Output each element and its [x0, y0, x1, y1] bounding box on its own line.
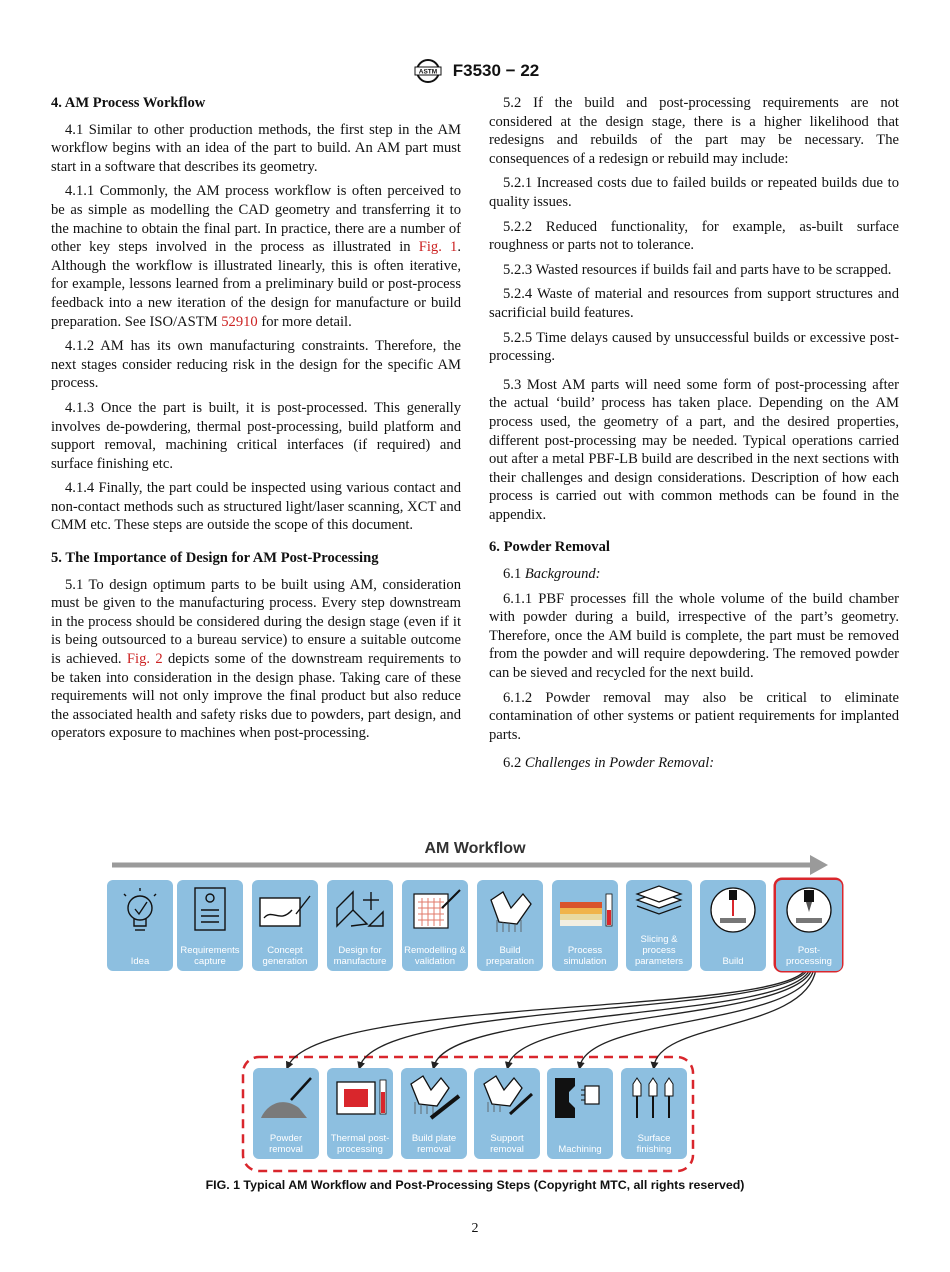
- workflow-label: Process simulation: [563, 945, 607, 967]
- paragraph-4-1-3: 4.1.3 Once the part is built, it is post-processed. This generally involves de-powdering, thermal post-processing, build platform and support removal, machining critical interfaces (if required) and surface finishing etc.: [51, 399, 461, 472]
- paragraph-4-1-4: 4.1.4 Finally, the part could be inspected using various contact and non-contact methods such as structured light/laser scanning, XCT and CMM etc. These steps are outside the scope of this document.: [51, 480, 461, 534]
- fig-1-link[interactable]: Fig. 1: [418, 239, 458, 256]
- post-tile-thermal: [327, 1068, 393, 1159]
- workflow-tile-slicing: [626, 880, 692, 971]
- finishing-icon: [621, 1068, 687, 1130]
- paragraph-6-1: 6.1 Background:: [503, 566, 601, 583]
- figure-title: AM Workflow: [424, 840, 526, 857]
- paragraph-6-1-1: 6.1.1 PBF processes fill the whole volume of the build chamber with powder during a build, irrespective of the part’s geometry. Therefore, once the AM build is complete, the part must be removed from the powder and will require depowdering. The removed powder can be sieved and recycled for the next build.: [489, 590, 899, 682]
- figure-caption: FIG. 1 Typical AM Workflow and Post-Processing Steps (Copyright MTC, all rights reserved): [205, 1178, 745, 1192]
- document-id: F3530 − 22: [452, 61, 540, 80]
- paragraph-5-3: 5.3 Most AM parts will need some form of post-processing after the actual ‘build’ process has taken place. Depending on the AM process used, the geometry of a part, and the desired properties, different post-processing may be needed. Typical operations carried out after a metal PBF-LB build are described in the next sections with their challenges and design considerations. Description of how each process is carried out with common methods can be found in the appendix.: [489, 376, 899, 523]
- connector-powder-removal: [288, 969, 806, 1066]
- sketch-icon: [252, 880, 318, 942]
- workflow-label: Slicing & process parameters: [634, 934, 684, 967]
- workflow-tile-design: [327, 880, 393, 971]
- workflow-label: Build preparation: [485, 945, 535, 967]
- post-tile-machining: [547, 1068, 613, 1159]
- post-tile-support: [474, 1068, 540, 1159]
- workflow-tile-simulation: [552, 880, 618, 971]
- post-label: Surface finishing: [636, 1133, 672, 1155]
- right-column: [489, 94, 899, 779]
- left-column: [51, 94, 461, 749]
- paragraph-5-2-1: 5.2.1 Increased costs due to failed builds or repeated builds due to quality issues.: [489, 175, 899, 210]
- workflow-connectors: [288, 969, 816, 1066]
- workflow-tile-remodelling: [402, 880, 468, 971]
- paragraph-5-1: 5.1 To design optimum parts to be built using AM, consideration must be given to the manufacturing process. Every step downstream in the process should be considered during the design stage (even if it is being outsourced to a bureau service) to ensure a suitable outcome is achieved. Fig. 2 depicts some of the downstream requirements to be taken into consideration in the design phase. Taking care of these requirements will not only improve the final product but also reduce the associated health and safety risks due to powders, part design, and operators exposure to machines when post-processing.: [51, 576, 461, 742]
- post-label: Thermal post-processing: [330, 1133, 390, 1155]
- checklist-icon: [177, 880, 243, 942]
- page-number: 2: [471, 1221, 479, 1236]
- workflow-tile-requirements: [177, 880, 243, 971]
- paragraph-5-2: 5.2 If the build and post-processing requirements are not considered at the design stage, there is a higher likelihood that redesigns and rebuilds of the part may be necessary. The consequences of a redesign or rebuild may include:: [489, 95, 899, 167]
- workflow-label: Design for manufacture: [333, 945, 387, 967]
- connector-thermal: [360, 969, 808, 1066]
- post-label: Powder removal: [269, 1133, 303, 1155]
- post-tile-surface-finishing: [621, 1068, 687, 1159]
- workflow-tile-post-processing: [776, 880, 842, 971]
- post-label: Machining: [558, 1144, 602, 1155]
- section-4-heading: 4. AM Process Workflow: [51, 95, 206, 111]
- saw-icon: [401, 1068, 467, 1130]
- iso-52910-link[interactable]: 52910: [221, 313, 258, 330]
- workflow-arrow-head: [810, 855, 828, 875]
- workflow-tile-concept: [252, 880, 318, 971]
- paragraph-5-2-4: 5.2.4 Waste of material and resources from support structures and sacrificial build features.: [489, 286, 899, 321]
- fig-2-link[interactable]: Fig. 2: [126, 651, 163, 668]
- workflow-label: Build: [722, 956, 744, 967]
- post-process-icon: [776, 880, 842, 942]
- build-prep-icon: [477, 880, 543, 942]
- post-label: Build plate removal: [411, 1133, 457, 1155]
- workflow-label: Idea: [130, 956, 150, 967]
- powder-icon: [253, 1068, 319, 1130]
- furnace-icon: [327, 1068, 393, 1130]
- support-icon: [474, 1068, 540, 1130]
- remodel-icon: [402, 880, 468, 942]
- workflow-tile-idea: [107, 880, 173, 971]
- simulation-icon: [552, 880, 618, 942]
- workflow-figure: [0, 826, 950, 1206]
- design-icon: [327, 880, 393, 942]
- workflow-label: Concept generation: [262, 945, 308, 967]
- paragraph-5-2-2: 5.2.2 Reduced functionality, for example, as-built surface roughness or parts not to tolerance.: [489, 218, 899, 254]
- astm-logo-icon: [411, 58, 445, 84]
- post-tile-powder-removal: [253, 1068, 319, 1159]
- page-header: [0, 56, 950, 86]
- section-5-heading: 5. The Importance of Design for AM Post-Processing: [51, 550, 379, 567]
- workflow-tile-build-prep: [477, 880, 543, 971]
- machining-icon: [547, 1068, 613, 1130]
- lightbulb-icon: [107, 880, 173, 942]
- section-6-heading: 6. Powder Removal: [489, 539, 610, 556]
- post-tile-build-plate: [401, 1068, 467, 1159]
- paragraph-4-1-1: 4.1.1 Commonly, the AM process workflow is often perceived to be as simple as modelling the CAD geometry and transferring it to the machine to obtain the final part. In practice, there are a number of other key steps involved in the process as illustrated in Fig. 1. Although the workflow is illustrated linearly, this is often iterative, for example, lessons learned from a preliminary build or post-process feedback into a new iteration of the design for manufacture or build preparation. See ISO/ASTM 52910 for more detail.: [51, 183, 461, 330]
- post-label: Support removal: [490, 1133, 524, 1155]
- svg-text:ASTM: ASTM: [418, 68, 437, 76]
- paragraph-4-1: 4.1 Similar to other production methods, the first step in the AM workflow begins with an idea of the part to build. An AM part must start in a software that describes its geometry.: [51, 121, 461, 175]
- paragraph-5-2-3: 5.2.3 Wasted resources if builds fail and parts have to be scrapped.: [503, 261, 892, 278]
- paragraph-4-1-2: 4.1.2 AM has its own manufacturing constraints. Therefore, the next stages consider reducing risk in the design for the specific AM process.: [51, 338, 461, 392]
- workflow-label: Requirements capture: [180, 945, 240, 967]
- paragraph-6-1-2: 6.1.2 Powder removal may also be critical to eliminate contamination of other systems or patient requirements for implanted parts.: [489, 689, 899, 743]
- slicing-icon: [626, 880, 692, 942]
- paragraph-5-2-5: 5.2.5 Time delays caused by unsuccessful builds or excessive post-processing.: [489, 329, 899, 365]
- workflow-label: Remodelling & validation: [404, 945, 466, 967]
- workflow-label: Post-processing: [786, 945, 832, 967]
- workflow-tile-build: [700, 880, 766, 971]
- laser-icon: [700, 880, 766, 942]
- paragraph-6-2: 6.2 Challenges in Powder Removal:: [503, 755, 715, 772]
- connector-support: [508, 969, 812, 1066]
